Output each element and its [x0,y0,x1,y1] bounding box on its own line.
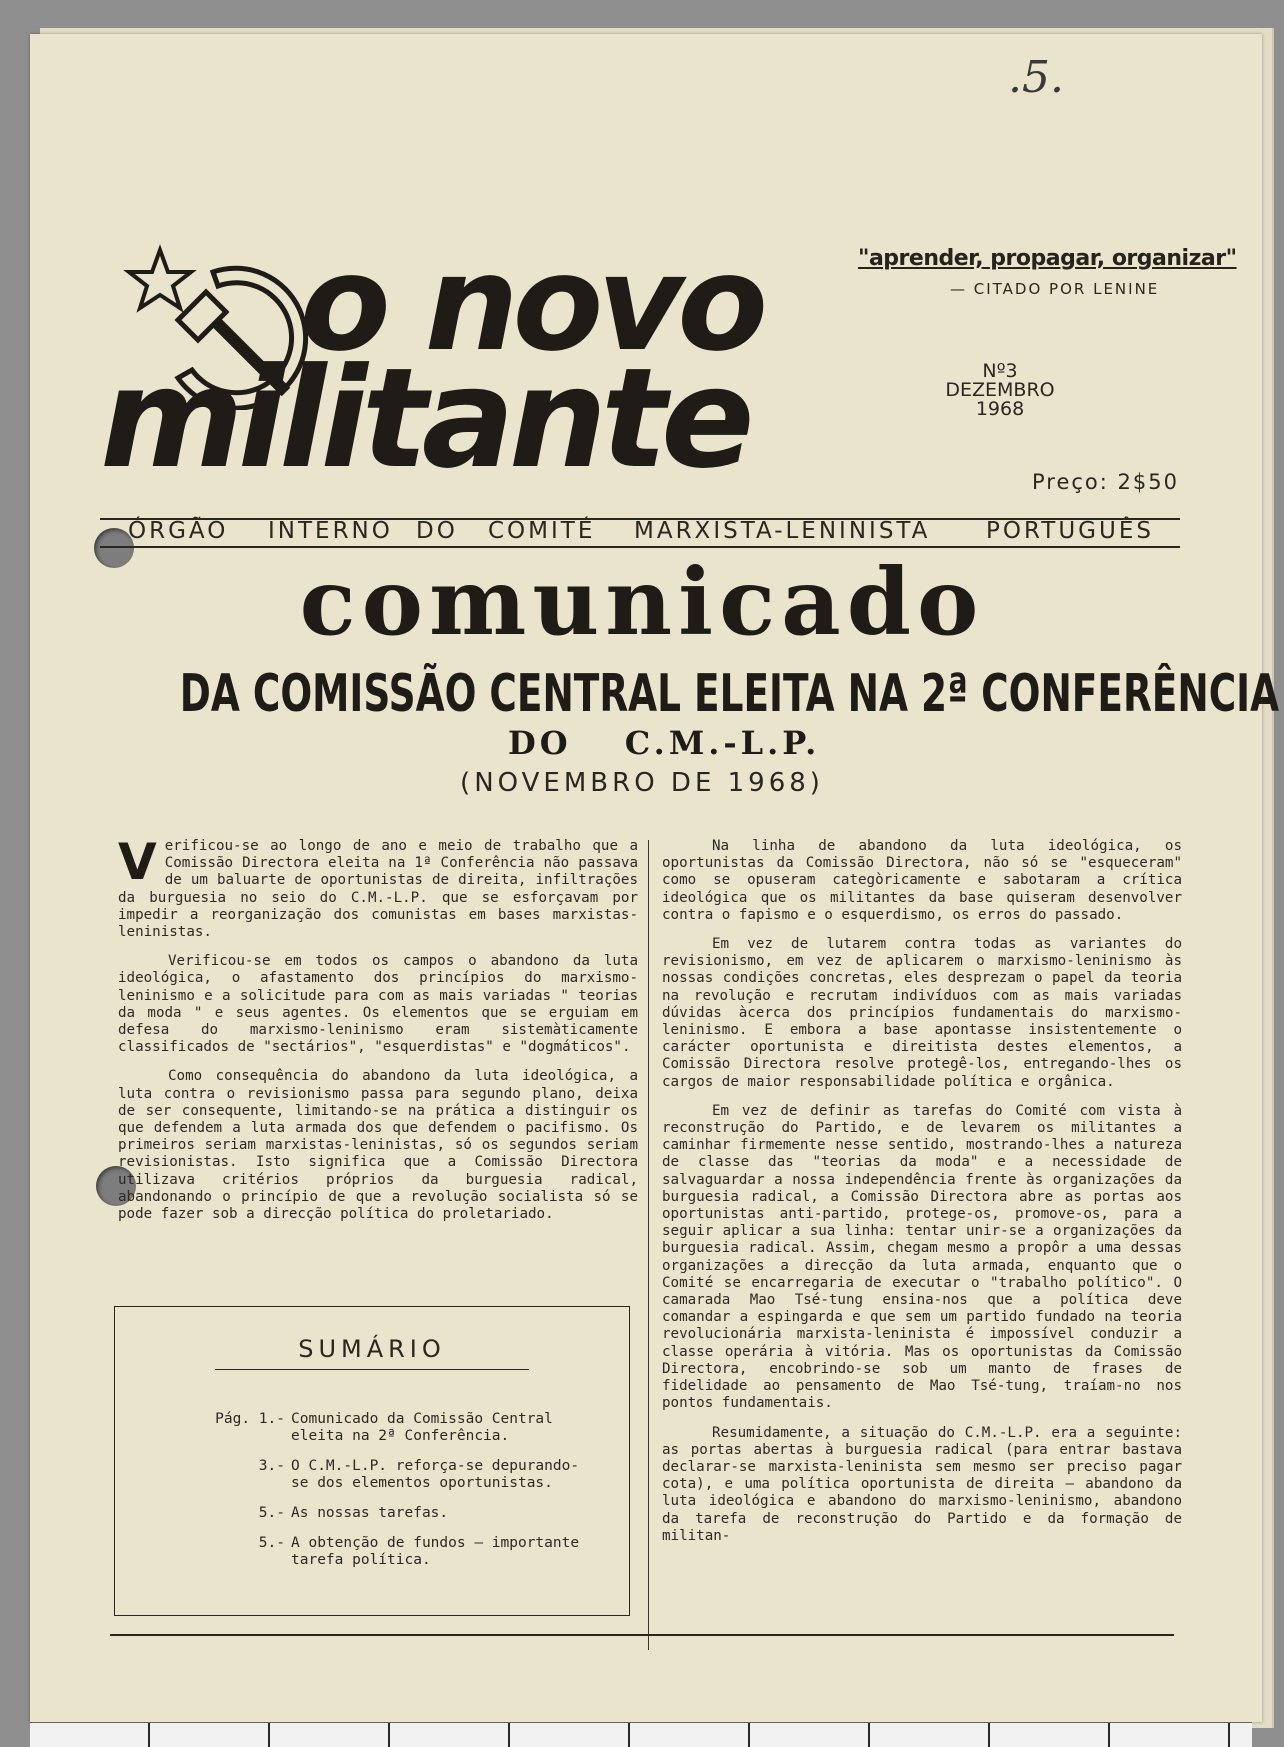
headline-subtitle: DA COMISSÃO CENTRAL ELEITA NA 2ª CONFERÊNCIA [179,664,1280,724]
organ-word: PORTUGUÊS [986,518,1154,544]
masthead-title-line2: militante [100,338,749,499]
paragraph: Como consequência do abandono da luta ideológica, a luta contra o revisionismo passa para segundo plano, deixa de ser consequente, limitando-se na prática a distinguir os que defendem a luta armada dos que defendem o pacifismo. Os primeiros seriam marxistas-leninistas, só os segundos seriam revisionistas. Isto significa que a Comissão Directora utilizava critérios próprios da burguesia radical, abandonando o princípio de que a revolução socialista só se pode fazer sob a direcção política do proletariado. [118,1068,638,1223]
headline-date: (NOVEMBRO DE 1968) [460,768,824,798]
issue-year: 1968 [975,398,1025,420]
summary-item: 5.- As nossas tarefas. [258,1505,449,1521]
handwritten-page-number: .5. [1008,52,1064,103]
masthead-motto: "aprender, propagar, organizar" [858,246,1237,271]
summary-item: Pág. 1.- Comunicado da Comissão Central eleita na 2ª Conferência. [215,1411,553,1444]
paragraph: Na linha de abandono da luta ideológica, os oportunistas da Comissão Directora, não só se "esqueceram" como se opuseram categòricamente e sabotaram a crítica ideológica que os militantes da base quiseram desenvolver contra o fapismo e o esquerdismo, os erros do passado. [662,838,1182,923]
summary-item: 3.- O C.M.-L.P. reforça-se depurando-se dos elementos oportunistas. [258,1458,580,1491]
drop-cap: V [118,833,157,891]
summary-list [175,1411,595,1582]
paragraph: Verificou-se em todos os campos o abandono da luta ideológica, o afastamento dos princípios do marxismo-leninismo e a solicitude para com as mais variadas " teorias da moda " e seus agentes. Os elementos que se erguiam em defesa do marxismo-leninismo eram sistemàticamente classificados de "sectários", "esquerdistas" e "dogmáticos". [118,953,638,1056]
paragraph: Resumidamente, a situação do C.M.-L.P. era a seguinte: as portas abertas à burguesia radical (para entrar bastava declarar-se marxista-leninista sem mesmo ser preciso pagar cota), e uma política oportunista de direita — abandono da luta ideológica e abandono do marxismo-leninismo, abandono da tarefa de reconstrução do Partido e da formação de militan- [662,1424,1182,1544]
right-column [662,838,1182,1557]
paragraph: Verificou-se ao longo de ano e meio de trabalho que a Comissão Directora eleita na 1ª Conferência não passava de um baluarte de oportunistas de direita, infiltrações da burguesia no seio do C.M.-L.P. que se esforçavam por impedir a reorganização dos comunistas em bases marxistas-leninistas. [118,833,638,941]
summary-rule [215,1369,529,1370]
organ-word: INTERNO [268,518,393,544]
organ-word: COMITÉ [488,518,596,544]
issue-info [940,362,1060,419]
issue-number: Nº3 [982,360,1018,382]
organ-word: ÓRGÃO [128,518,229,544]
summary-item: 5.- A obtenção de fundos — importante tarefa política. [258,1535,580,1568]
headline-organization: DO C.M.-L.P. [508,724,821,762]
paragraph: Em vez de definir as tarefas do Comité com vista à reconstrução do Partido, e de levarem os militantes a caminhar firmemente nesse sentido, mostrando-lhes a natureza de classe das "teorias da moda" e a necessidade de salvaguardar a nossa independência frente às organizações da burguesia radical, a Comissão Directora abre as portas aos oportunistas anti-partido, protege-os, promove-os, para a seguir aplicar a sua linha: tentar unir-se a organizações da burguesia radical. Assim, chegam mesmo a propôr a uma dessas organizações a direcção da luta armada, enquanto que o Comité se encarregaria de executar o "trabalho político". O camarada Mao Tsé-tung ensina-nos que a política deve comandar a espingarda e que sem um partido fundado na teoria revolucionária marxista-leninista é impossível conduzir a classe operária à vitória. Mas os oportunistas da Comissão Directora, encobrindo-se sob um manto de frases de fidelidade ao pensamento de Mao Tsé-tung, traíam-no nos pontos fundamentais. [662,1102,1182,1412]
column-divider [648,840,649,1650]
organ-word: DO [416,518,458,544]
left-column [118,833,638,1235]
masthead-citation: — CITADO POR LENINE [950,280,1160,298]
issue-month: DEZEMBRO [945,379,1055,401]
price-label: Preço: 2$50 [1032,470,1179,494]
headline-main: comunicado [299,548,985,656]
scale-ruler [30,1722,1252,1747]
paragraph: Em vez de lutarem contra todas as variantes do revisionismo, em vez de aplicarem o marxismo-leninismo às nossas condições concretas, eles desprezam o papel da teoria na revolução e recrutam indivíduos com as mais variadas dúvidas àcerca dos princípios fundamentais do marxismo-leninismo. E embora a base apontasse insistentemente o carácter oportunista e direitista destes elementos, a Comissão Directora resolve protegê-los, entregando-lhes os cargos de maior responsabilidade política e orgânica. [662,936,1182,1090]
organ-word: MARXISTA-LENINISTA [634,518,931,544]
masthead-title-line1: o novo [300,227,763,381]
summary-title: SUMÁRIO [298,1335,446,1363]
bottom-rule [110,1634,1174,1636]
summary-box [114,1306,630,1616]
